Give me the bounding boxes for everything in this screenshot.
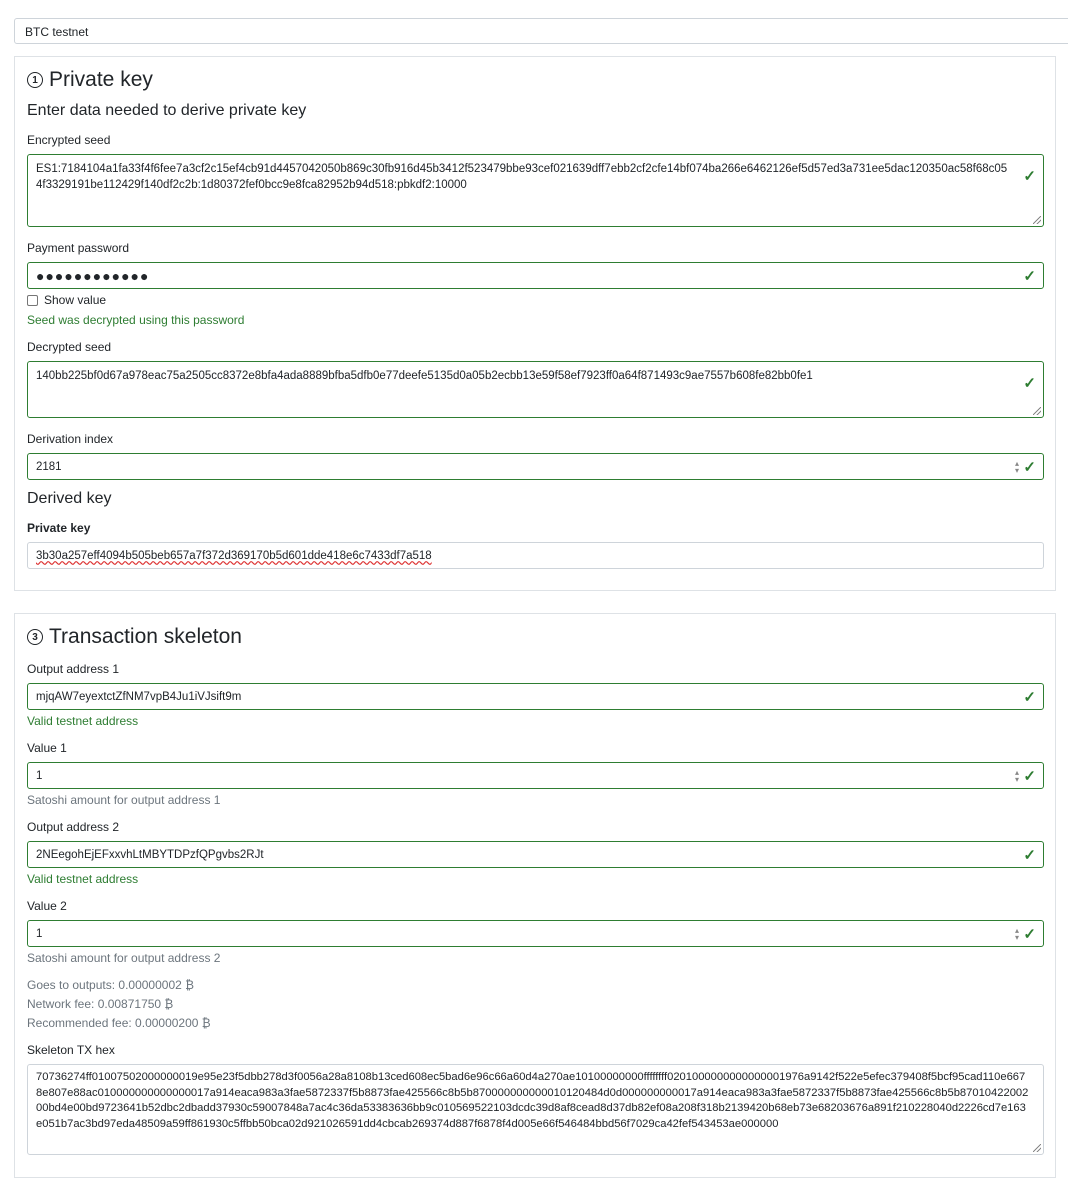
valid-check-icon: ✓ [1023, 267, 1036, 285]
network-select-value: BTC testnet [25, 25, 89, 39]
password-status: Seed was decrypted using this password [27, 313, 245, 327]
value-2-label: Value 2 [27, 899, 67, 913]
encrypted-seed-value: ES1:7184104a1fa33f4f6fee7a3cf2c15ef4cb91d4457042050b869c30fb916d45b3412f523479bbe93cef021639dff7ebb2cf2cfe14bf074ba266e6462126ef5d57ed3a731ee5dac120350ac58f68c054f3329191be112429f140df2c2b:1d80372fef0bcc9e8fca82952b94d518:pbkdf2:10000 [36, 163, 1008, 191]
valid-check-icon: ✓ [1023, 767, 1036, 785]
show-value-checkbox[interactable] [27, 293, 106, 307]
transaction-skeleton-card [14, 613, 1056, 1178]
payment-password-input[interactable] [27, 262, 1044, 289]
encrypted-seed-label: Encrypted seed [27, 133, 111, 147]
output-address-1-status: Valid testnet address [27, 714, 139, 728]
output-address-1-value: mjqAW7eyextctZfNM7vpB4Ju1iVJsift9m [36, 690, 242, 703]
valid-check-icon: ✓ [1023, 458, 1036, 476]
resize-handle-icon[interactable] [1033, 216, 1041, 224]
output-address-2-label: Output address 2 [27, 820, 120, 834]
output-address-2-status: Valid testnet address [27, 872, 139, 886]
resize-handle-icon[interactable] [1033, 1144, 1041, 1152]
recommended-fee: Recommended fee: 0.00000200 ₿ [27, 1016, 211, 1030]
transaction-skeleton-title: 3 Transaction skeleton [27, 625, 242, 649]
private-key-card [14, 56, 1056, 591]
derivation-index-value: 2181 [36, 460, 62, 473]
decrypted-seed-label: Decrypted seed [27, 340, 112, 354]
skeleton-hex-label: Skeleton TX hex [27, 1043, 115, 1057]
step-number-icon: 1 [27, 72, 43, 88]
output-address-1-label: Output address 1 [27, 662, 120, 676]
output-address-2-input[interactable] [27, 841, 1044, 868]
valid-check-icon: ✓ [1023, 375, 1036, 392]
output-address-1-input[interactable] [27, 683, 1044, 710]
valid-check-icon: ✓ [1023, 846, 1036, 864]
spinner-arrows-icon[interactable]: ▴ ▾ [1014, 925, 1019, 942]
valid-check-icon: ✓ [1023, 168, 1036, 185]
step-number-icon: 3 [27, 629, 43, 645]
value-1-value: 1 [36, 769, 43, 782]
valid-check-icon: ✓ [1023, 688, 1036, 706]
spinner-arrows-icon[interactable]: ▴ ▾ [1014, 767, 1019, 784]
network-fee: Network fee: 0.00871750 ₿ [27, 997, 174, 1011]
decrypted-seed-value: 140bb225bf0d67a978eac75a2505cc8372e8bfa4ada8889bfba5dfb0e77deefe5135d0a05b2ecbb13e59f58ef7923ff0a64f871493c9ae7557b608fe82bb0fe1 [36, 370, 813, 382]
value-2-input[interactable] [27, 920, 1044, 947]
goes-to-outputs: Goes to outputs: 0.00000002 ₿ [27, 978, 195, 992]
derivation-index-input[interactable] [27, 453, 1044, 480]
skeleton-hex-value: 70736274ff01007502000000019e95e23f5dbb278d3f0056a28a8108b13ced608ec5bad6e96c66a60d4a270ae10100000000ffffffff0201000000000000001976a9142f522e5efec379408f5bcf95cad110e6678e807e88ac010000000000000017a914eaca983a3fae5872337f5b8873fae425566c8b5b870000000000010120484d0d000000000017a914eaca983a3fae5872337f5b8873fae425566c8b5b8701042200200bd4e00bd9723641b52dbc2dbadd37930c59007848a7ac4c36da53383636bb9c010569522103dcdc39d8af8cead8d37db82ef08a208f318b2139420b68eb73e68203676a891f210228040d2226cd7e163e051b7ac3bd97eda48509a59ff861930c5ffbb50bca02d921026591dd4cbcab269374d887f6878f4d005e66f546484bbd56f7029ca42fef543453ae000000 [36, 1071, 1029, 1130]
valid-check-icon: ✓ [1023, 925, 1036, 943]
show-value-label: Show value [44, 293, 107, 307]
value-1-label: Value 1 [27, 741, 67, 755]
skeleton-hex-textarea[interactable] [27, 1064, 1044, 1155]
value-2-help: Satoshi amount for output address 2 [27, 951, 221, 965]
resize-handle-icon[interactable] [1033, 407, 1041, 415]
private-key-value: 3b30a257eff4094b505beb657a7f372d369170b5d601dde418e6c7433df7a518 [36, 549, 432, 562]
payment-password-label: Payment password [27, 241, 130, 255]
value-2-value: 1 [36, 927, 43, 940]
derivation-index-label: Derivation index [27, 432, 114, 446]
private-key-title: 1 Private key [27, 68, 153, 92]
private-key-label: Private key [27, 521, 91, 535]
value-1-help: Satoshi amount for output address 1 [27, 793, 221, 807]
private-key-subtitle: Enter data needed to derive private key [27, 102, 307, 119]
spinner-arrows-icon[interactable]: ▴ ▾ [1014, 458, 1019, 475]
output-address-2-value: 2NEegohEjEFxxvhLtMBYTDPzfQPgvbs2RJt [36, 848, 264, 861]
encrypted-seed-textarea[interactable] [27, 154, 1044, 227]
network-select[interactable] [14, 18, 1068, 44]
checkbox-icon[interactable] [27, 295, 38, 306]
private-key-input[interactable] [27, 542, 1044, 569]
decrypted-seed-textarea[interactable] [27, 361, 1044, 418]
derived-key-heading: Derived key [27, 490, 112, 507]
value-1-input[interactable] [27, 762, 1044, 789]
payment-password-value: ●●●●●●●●●●●● [36, 267, 150, 284]
